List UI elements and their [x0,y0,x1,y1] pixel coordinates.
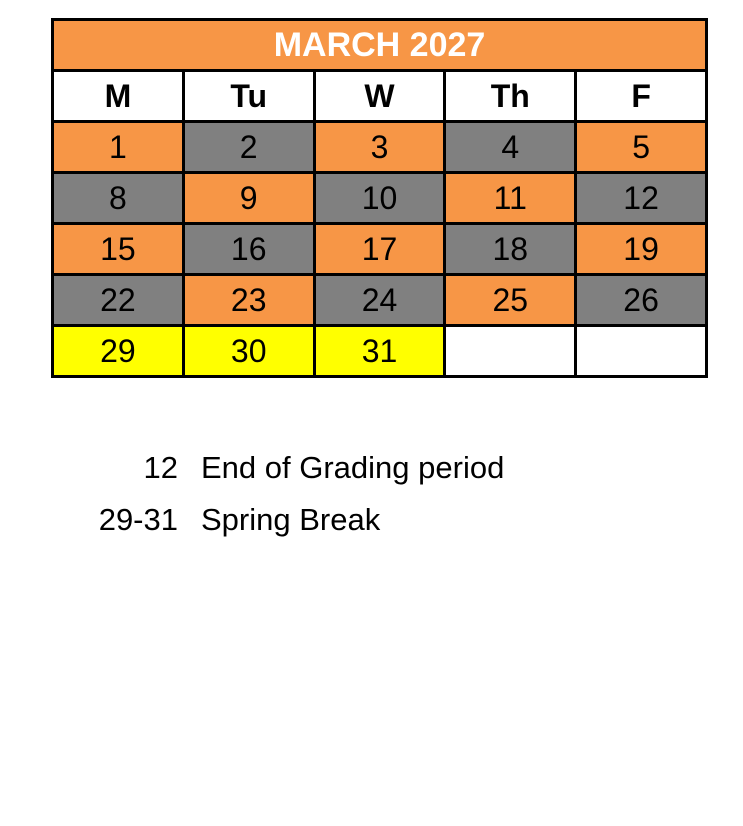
day-cell: 11 [445,173,576,224]
day-cell: 12 [576,173,707,224]
week-row [53,275,707,326]
legend-text: Spring Break [201,502,381,537]
day-cell: 16 [183,224,314,275]
day-cell [576,326,707,377]
calendar-title-row [53,20,707,71]
week-row [53,326,707,377]
day-cell: 25 [445,275,576,326]
day-cell: 22 [53,275,184,326]
weekday-monday: M [53,71,184,122]
legend-date: 29-31 [98,502,178,537]
legend [0,450,743,554]
weekday-header-row [53,71,707,122]
week-row [53,224,707,275]
day-cell: 1 [53,122,184,173]
day-cell: 15 [53,224,184,275]
calendar-title: MARCH 2027 [53,20,707,71]
weekday-tuesday: Tu [183,71,314,122]
weekday-wednesday: W [314,71,445,122]
day-cell: 26 [576,275,707,326]
legend-text: End of Grading period [201,450,505,485]
day-cell: 18 [445,224,576,275]
day-cell [445,326,576,377]
day-cell: 29 [53,326,184,377]
day-cell: 9 [183,173,314,224]
day-cell: 5 [576,122,707,173]
day-cell: 10 [314,173,445,224]
legend-date: 12 [143,450,178,485]
legend-item [0,450,743,502]
day-cell: 31 [314,326,445,377]
day-cell: 23 [183,275,314,326]
day-cell: 3 [314,122,445,173]
weekday-thursday: Th [445,71,576,122]
day-cell: 24 [314,275,445,326]
week-row [53,122,707,173]
day-cell: 8 [53,173,184,224]
week-row [53,173,707,224]
day-cell: 2 [183,122,314,173]
legend-item [0,502,743,554]
day-cell: 4 [445,122,576,173]
day-cell: 17 [314,224,445,275]
day-cell: 19 [576,224,707,275]
calendar-table [51,18,708,378]
weekday-friday: F [576,71,707,122]
day-cell: 30 [183,326,314,377]
